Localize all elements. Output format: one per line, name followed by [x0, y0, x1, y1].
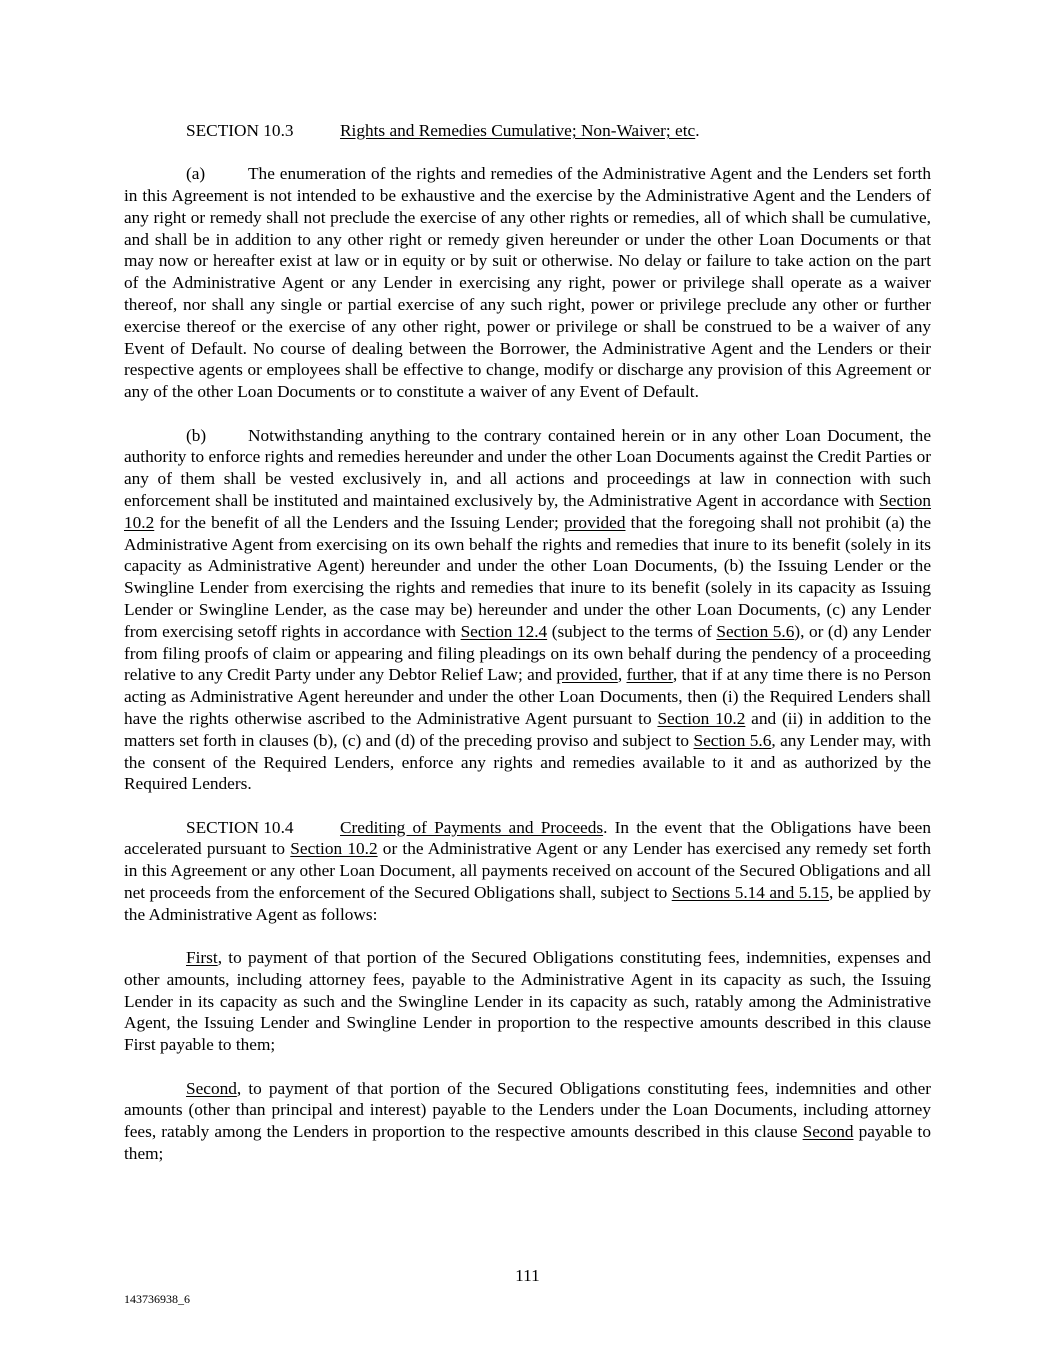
document-id: 143736938_6 — [124, 1292, 190, 1306]
section-title: Rights and Remedies Cumulative; Non-Waiver; etc — [340, 121, 696, 140]
clause-first: First, to payment of that portion of the Secured Obligations constituting fees, indemnities, expenses and other amounts, including attorney fees, payable to the Administrative Agent in its capacity as such, the Issuing Lender in its capacity as such and the Swingline Lender in its capacity as such, ratably among the Administrative Agent, the Issuing Lender and Swingline Lender in proportion to the respective amounts described in this clause First payable to them; — [124, 948, 931, 1055]
section-reference: Section 10.2 — [290, 839, 378, 859]
section-number: SECTION 10.3 — [186, 121, 294, 140]
section-number: SECTION 10.4 — [186, 817, 294, 837]
clause-reference: Second — [802, 1122, 854, 1142]
section-reference: Section 5.6 — [716, 621, 795, 641]
clause-label: Second — [186, 1078, 237, 1098]
document-page — [124, 120, 931, 1186]
section-reference: Section 10.2 — [657, 708, 746, 728]
paragraph-b: (b) Notwithstanding anything to the contrary contained herein or in any other Loan Document, the authority to enforce rights and remedies hereunder and under the other Loan Documents against the Credit Parties or any of them shall be vested exclusively in, and all actions and proceedings at law in connection with such enforcement shall be instituted and maintained exclusively by, the Administrative Agent in accordance with Section 10.2 for the benefit of all the Lenders and the Issuing Lender; provided that the foregoing shall not prohibit (a) the Administrative Agent from exercising on its own behalf the rights and remedies that inure to its benefit (solely in its capacity as Administrative Agent) hereunder and under the other Loan Documents, (b) the Issuing Lender or the Swingline Lender from exercising the rights and remedies that inure to its benefit (solely in its capacity as Issuing Lender or Swingline Lender, as the case may be) hereunder and under the other Loan Documents, (c) any Lender from exercising setoff rights in accordance with Section 12.4 (subject to the terms of Section 5.6), or (d) any Lender from filing proofs of claim or appearing and filing pleadings on its own behalf during the pendency of a proceeding relative to any Credit Party under any Debtor Relief Law; and provided, further, that if at any time there is no Person acting as Administrative Agent hereunder and under the other Loan Documents, then (i) the Required Lenders shall have the rights otherwise ascribed to the Administrative Agent pursuant to Section 10.2 and (ii) in addition to the matters set forth in clauses (b), (c) and (d) of the preceding proviso and subject to Section 5.6, any Lender may, with the consent of the Required Lenders, enforce any rights and remedies available to it and as authorized by the Required Lenders. — [124, 425, 932, 794]
clause-label: First — [186, 948, 218, 968]
proviso-term: further — [626, 665, 673, 685]
section-reference: Section 12.4 — [460, 621, 548, 641]
paragraph-text: The enumeration of the rights and remedies of the Administrative Agent and the Lenders set forth in this Agreement is not intended to be exhaustive and the exercise by the Administrative Agent and the Lenders of any right or remedy shall not preclude the exercise of any other rights or remedies, all of which shall be cumulative, and shall be in addition to any other right or remedy given hereunder or under the other Loan Documents or that may now or hereafter exist at law or in equity or by suit or otherwise. No delay or failure to take action on the part of the Administrative Agent or any Lender in exercising any right, power or privilege shall operate as a waiver thereof, nor shall any single or partial exercise of any such right, power or privilege preclude any other or further exercise thereof or the exercise of any other right, power or privilege or shall be construed to be a waiver of any Event of Default. No course of dealing between the Borrower, the Administrative Agent and the Lenders or their respective agents or employees shall be effective to change, modify or discharge any provision of this Agreement or any of the other Loan Documents or to constitute a waiver of any Event of Default. — [124, 164, 931, 402]
proviso-term: provided — [564, 512, 626, 532]
proviso-term: provided — [556, 665, 618, 685]
section-title: Crediting of Payments and Proceeds — [340, 817, 604, 837]
clause-label: (b) — [186, 425, 207, 445]
section-10-4: SECTION 10.4 Crediting of Payments and Proceeds. In the event that the Obligations have been accelerated pursuant to Section 10.2 or the Administrative Agent or any Lender has exercised any remedy set forth in this Agreement or any other Loan Document, all payments received on account of the Secured Obligations and all net proceeds from the enforcement of the Secured Obligations shall, subject to Sections 5.14 and 5.15, be applied by the Administrative Agent as follows: — [124, 817, 931, 924]
section-reference: Section 5.6 — [693, 730, 772, 750]
paragraph-a — [124, 163, 931, 403]
section-10-3-heading: SECTION 10.3 Rights and Remedies Cumulative; Non-Waiver; etc. — [186, 121, 700, 140]
section-reference: Sections 5.14 and 5.15 — [671, 883, 829, 902]
clause-label: (a) — [186, 164, 206, 184]
page-number: 111 — [515, 1266, 540, 1285]
section-reference: Section 10.2 — [124, 490, 931, 532]
clause-second: Second, to payment of that portion of the Secured Obligations constituting fees, indemnities and other amounts (other than principal and interest) payable to the Lenders under the Loan Documents, including attorney fees, ratably among the Lenders in proportion to the respective amounts described in this clause Second payable to them; — [124, 1078, 931, 1163]
